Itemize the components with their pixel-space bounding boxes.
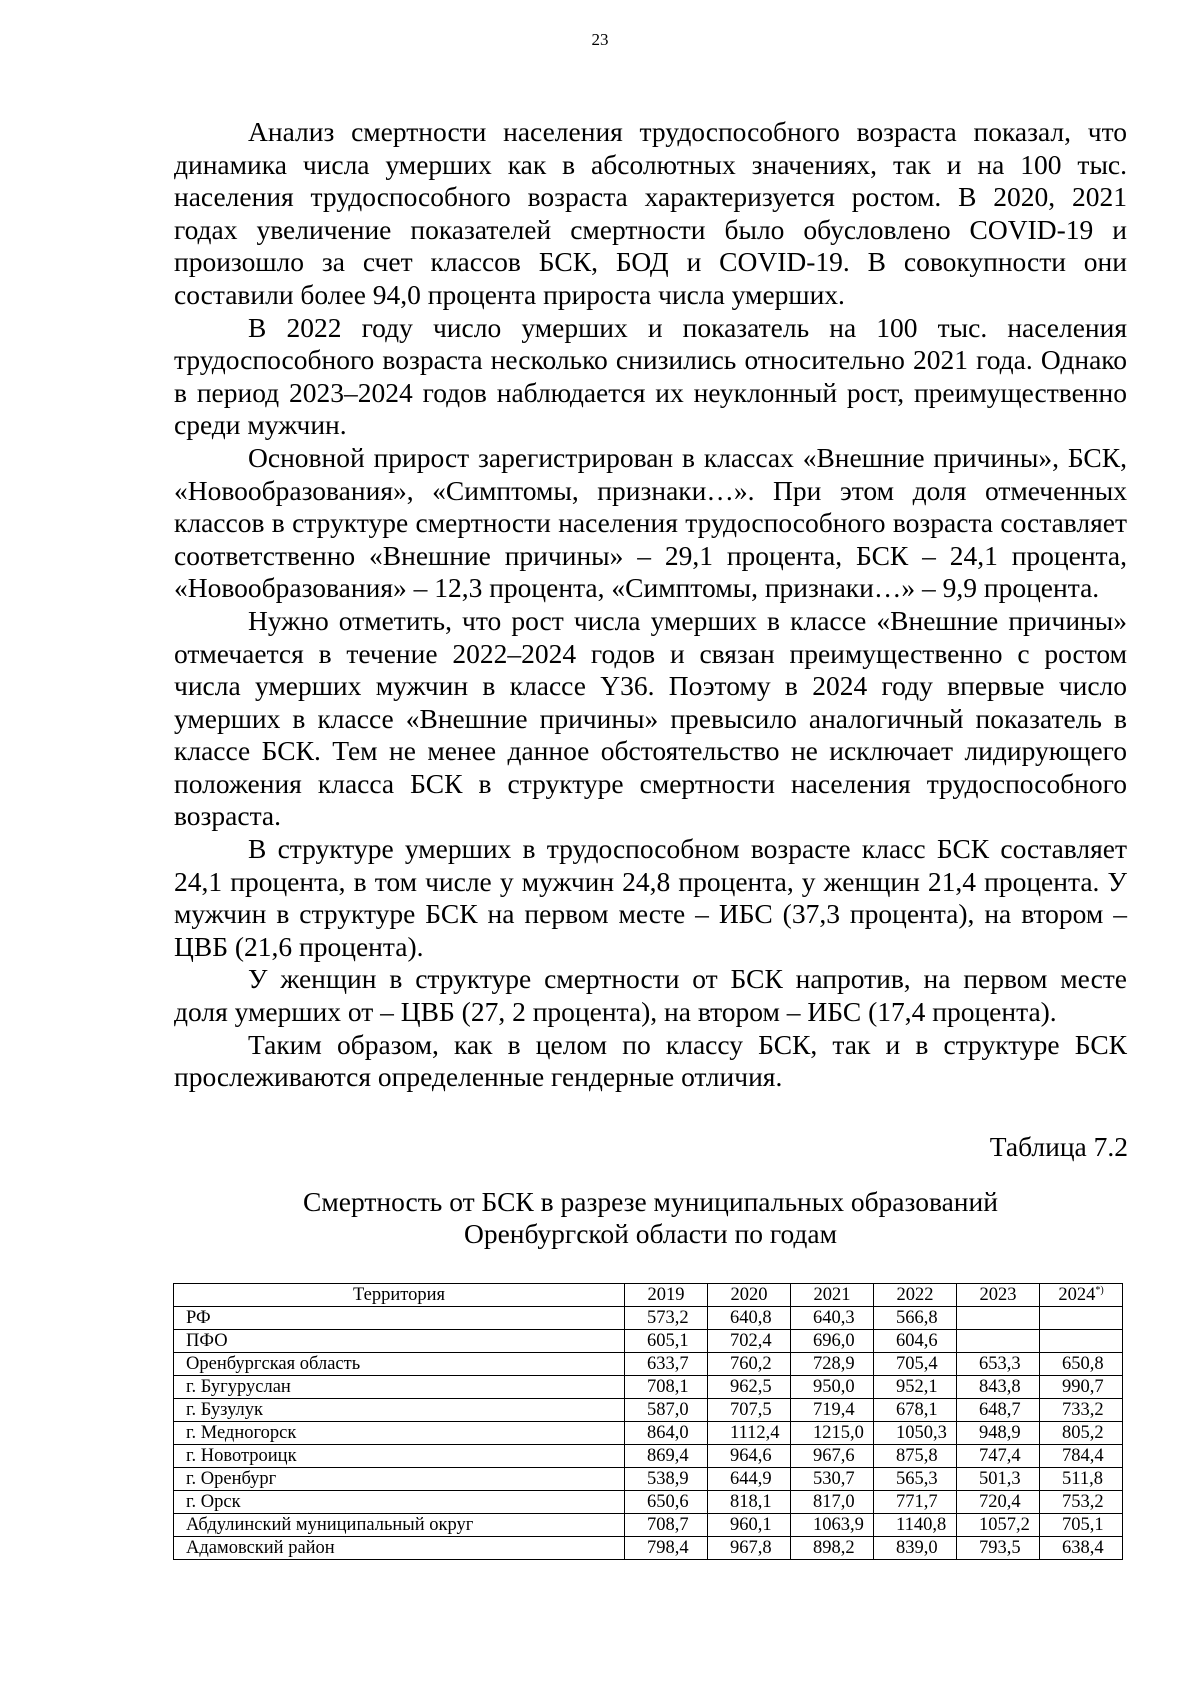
value-cell: 648,7 bbox=[957, 1399, 1040, 1422]
value-cell: 990,7 bbox=[1040, 1376, 1123, 1399]
value-cell: 653,3 bbox=[957, 1353, 1040, 1376]
value-cell: 705,1 bbox=[1040, 1514, 1123, 1537]
value-cell bbox=[957, 1330, 1040, 1353]
value-cell: 650,6 bbox=[625, 1491, 708, 1514]
footnote-mark: *) bbox=[1095, 1284, 1104, 1296]
value-cell: 573,2 bbox=[625, 1307, 708, 1330]
value-cell: 864,0 bbox=[625, 1422, 708, 1445]
value-cell: 708,7 bbox=[625, 1514, 708, 1537]
value-cell bbox=[1040, 1330, 1123, 1353]
table-row bbox=[174, 1353, 1123, 1376]
value-cell: 817,0 bbox=[791, 1491, 874, 1514]
table-header-row bbox=[174, 1284, 1123, 1307]
paragraph: Таким образом, как в целом по классу БСК, так и в структуре БСК прослеживаются определенные гендерные отличия. bbox=[174, 1028, 1127, 1093]
paragraph: Нужно отметить, что рост числа умерших в классе «Внешние причины» отмечается в течение 2022–2024 годов и связан преимущественно с ростом числа умерших мужчин в классе Y36. Поэтому в 2024 году впервые число умерших в классе «Внешние причины» превысило аналогичный показатель в классе БСК. Тем не менее данное обстоятельство не исключает лидирующего положения класса БСК в структуре смертности населения трудоспособного возраста. bbox=[174, 604, 1127, 832]
value-cell: 869,4 bbox=[625, 1445, 708, 1468]
table-row bbox=[174, 1445, 1123, 1468]
territory-cell: Абдулинский муниципальный округ bbox=[174, 1514, 625, 1537]
value-cell: 753,2 bbox=[1040, 1491, 1123, 1514]
value-cell: 501,3 bbox=[957, 1468, 1040, 1491]
column-header-territory: Территория bbox=[174, 1284, 625, 1307]
paragraph: У женщин в структуре смертности от БСК напротив, на первом месте доля умерших от – ЦВБ (27, 2 процента), на втором – ИБС (17,4 процента). bbox=[174, 963, 1127, 1028]
value-cell: 967,6 bbox=[791, 1445, 874, 1468]
paragraph: Основной прирост зарегистрирован в классах «Внешние причины», БСК, «Новообразования», «Симптомы, признаки…». При этом доля отмеченных классов в структуре смертности населения трудоспособного возраста составляет соответственно «Внешние причины» – 29,1 процента, БСК – 24,1 процента, «Новообразования» – 12,3 процента, «Симптомы, признаки…» – 9,9 процента. bbox=[174, 441, 1127, 604]
value-cell: 720,4 bbox=[957, 1491, 1040, 1514]
value-cell: 1057,2 bbox=[957, 1514, 1040, 1537]
value-cell: 696,0 bbox=[791, 1330, 874, 1353]
territory-cell: РФ bbox=[174, 1307, 625, 1330]
paragraph: В 2022 году число умерших и показатель на 100 тыс. населения трудоспособного возраста несколько снизились относительно 2021 года. Однако в период 2023–2024 годов наблюдается их неуклонный рост, преимущественно среди мужчин. bbox=[174, 311, 1127, 441]
value-cell: 898,2 bbox=[791, 1537, 874, 1560]
value-cell: 771,7 bbox=[874, 1491, 957, 1514]
table-row bbox=[174, 1514, 1123, 1537]
value-cell bbox=[957, 1307, 1040, 1330]
value-cell: 948,9 bbox=[957, 1422, 1040, 1445]
column-header-year: 2019 bbox=[625, 1284, 708, 1307]
value-cell: 587,0 bbox=[625, 1399, 708, 1422]
territory-cell: Адамовский район bbox=[174, 1537, 625, 1560]
value-cell: 707,5 bbox=[708, 1399, 791, 1422]
territory-cell: г. Бузулук bbox=[174, 1399, 625, 1422]
value-cell: 839,0 bbox=[874, 1537, 957, 1560]
body-text bbox=[174, 116, 1127, 1094]
territory-cell: г. Оренбург bbox=[174, 1468, 625, 1491]
table-row bbox=[174, 1399, 1123, 1422]
table-row bbox=[174, 1307, 1123, 1330]
value-cell: 747,4 bbox=[957, 1445, 1040, 1468]
value-cell: 678,1 bbox=[874, 1399, 957, 1422]
table-title-line: Оренбургской области по годам bbox=[463, 1218, 838, 1249]
value-cell: 964,6 bbox=[708, 1445, 791, 1468]
value-cell: 843,8 bbox=[957, 1376, 1040, 1399]
column-header-year: 2020 bbox=[708, 1284, 791, 1307]
value-cell: 875,8 bbox=[874, 1445, 957, 1468]
value-cell: 538,9 bbox=[625, 1468, 708, 1491]
value-cell: 565,3 bbox=[874, 1468, 957, 1491]
column-header-year: 2023 bbox=[957, 1284, 1040, 1307]
value-cell: 950,0 bbox=[791, 1376, 874, 1399]
value-cell: 604,6 bbox=[874, 1330, 957, 1353]
paragraph: Анализ смертности населения трудоспособного возраста показал, что динамика числа умерших как в абсолютных значениях, так и на 100 тыс. населения трудоспособного возраста характеризуется ростом. В 2020, 2021 годах увеличение показателей смертности было обусловлено COVID-19 и произошло за счет классов БСК, БОД и COVID-19. В совокупности они составили более 94,0 процента прироста числа умерших. bbox=[174, 116, 1127, 310]
territory-cell: ПФО bbox=[174, 1330, 625, 1353]
mortality-table bbox=[173, 1283, 1123, 1560]
value-cell: 793,5 bbox=[957, 1537, 1040, 1560]
value-cell: 705,4 bbox=[874, 1353, 957, 1376]
value-cell: 644,9 bbox=[708, 1468, 791, 1491]
value-cell: 511,8 bbox=[1040, 1468, 1123, 1491]
table-row bbox=[174, 1537, 1123, 1560]
table-body bbox=[174, 1307, 1123, 1560]
value-cell: 633,7 bbox=[625, 1353, 708, 1376]
page-number: 23 bbox=[591, 30, 609, 49]
value-cell: 818,1 bbox=[708, 1491, 791, 1514]
value-cell: 1112,4 bbox=[708, 1422, 791, 1445]
value-cell: 702,4 bbox=[708, 1330, 791, 1353]
value-cell: 960,1 bbox=[708, 1514, 791, 1537]
value-cell: 728,9 bbox=[791, 1353, 874, 1376]
table-label: Таблица 7.2 bbox=[989, 1131, 1128, 1162]
territory-cell: г. Бугуруслан bbox=[174, 1376, 625, 1399]
column-header-year: 2022 bbox=[874, 1284, 957, 1307]
value-cell: 962,5 bbox=[708, 1376, 791, 1399]
value-cell: 640,8 bbox=[708, 1307, 791, 1330]
value-cell: 530,7 bbox=[791, 1468, 874, 1491]
value-cell: 719,4 bbox=[791, 1399, 874, 1422]
value-cell: 1140,8 bbox=[874, 1514, 957, 1537]
table-row bbox=[174, 1330, 1123, 1353]
territory-cell: г. Новотроицк bbox=[174, 1445, 625, 1468]
table-row bbox=[174, 1491, 1123, 1514]
table-title bbox=[174, 1186, 1127, 1250]
value-cell: 1063,9 bbox=[791, 1514, 874, 1537]
value-cell: 605,1 bbox=[625, 1330, 708, 1353]
value-cell: 566,8 bbox=[874, 1307, 957, 1330]
column-header-year-label: 2024 bbox=[1058, 1285, 1096, 1305]
value-cell: 638,4 bbox=[1040, 1537, 1123, 1560]
territory-cell: г. Орск bbox=[174, 1491, 625, 1514]
value-cell: 805,2 bbox=[1040, 1422, 1123, 1445]
value-cell: 967,8 bbox=[708, 1537, 791, 1560]
territory-cell: Оренбургская область bbox=[174, 1353, 625, 1376]
territory-cell: г. Медногорск bbox=[174, 1422, 625, 1445]
value-cell: 1215,0 bbox=[791, 1422, 874, 1445]
value-cell: 798,4 bbox=[625, 1537, 708, 1560]
table-row bbox=[174, 1376, 1123, 1399]
value-cell: 1050,3 bbox=[874, 1422, 957, 1445]
column-header-year bbox=[1040, 1284, 1123, 1307]
table-title-line: Смертность от БСК в разрезе муниципальных образований bbox=[303, 1186, 998, 1217]
value-cell: 760,2 bbox=[708, 1353, 791, 1376]
value-cell: 650,8 bbox=[1040, 1353, 1123, 1376]
value-cell: 733,2 bbox=[1040, 1399, 1123, 1422]
value-cell: 708,1 bbox=[625, 1376, 708, 1399]
value-cell bbox=[1040, 1307, 1123, 1330]
value-cell: 640,3 bbox=[791, 1307, 874, 1330]
value-cell: 952,1 bbox=[874, 1376, 957, 1399]
table-row bbox=[174, 1468, 1123, 1491]
table-row bbox=[174, 1422, 1123, 1445]
column-header-year: 2021 bbox=[791, 1284, 874, 1307]
paragraph: В структуре умерших в трудоспособном возрасте класс БСК составляет 24,1 процента, в том числе у мужчин 24,8 процента, у женщин 21,4 процента. У мужчин в структуре БСК на первом месте – ИБС (37,3 процента), на втором – ЦВБ (21,6 процента). bbox=[174, 833, 1127, 962]
value-cell: 784,4 bbox=[1040, 1445, 1123, 1468]
